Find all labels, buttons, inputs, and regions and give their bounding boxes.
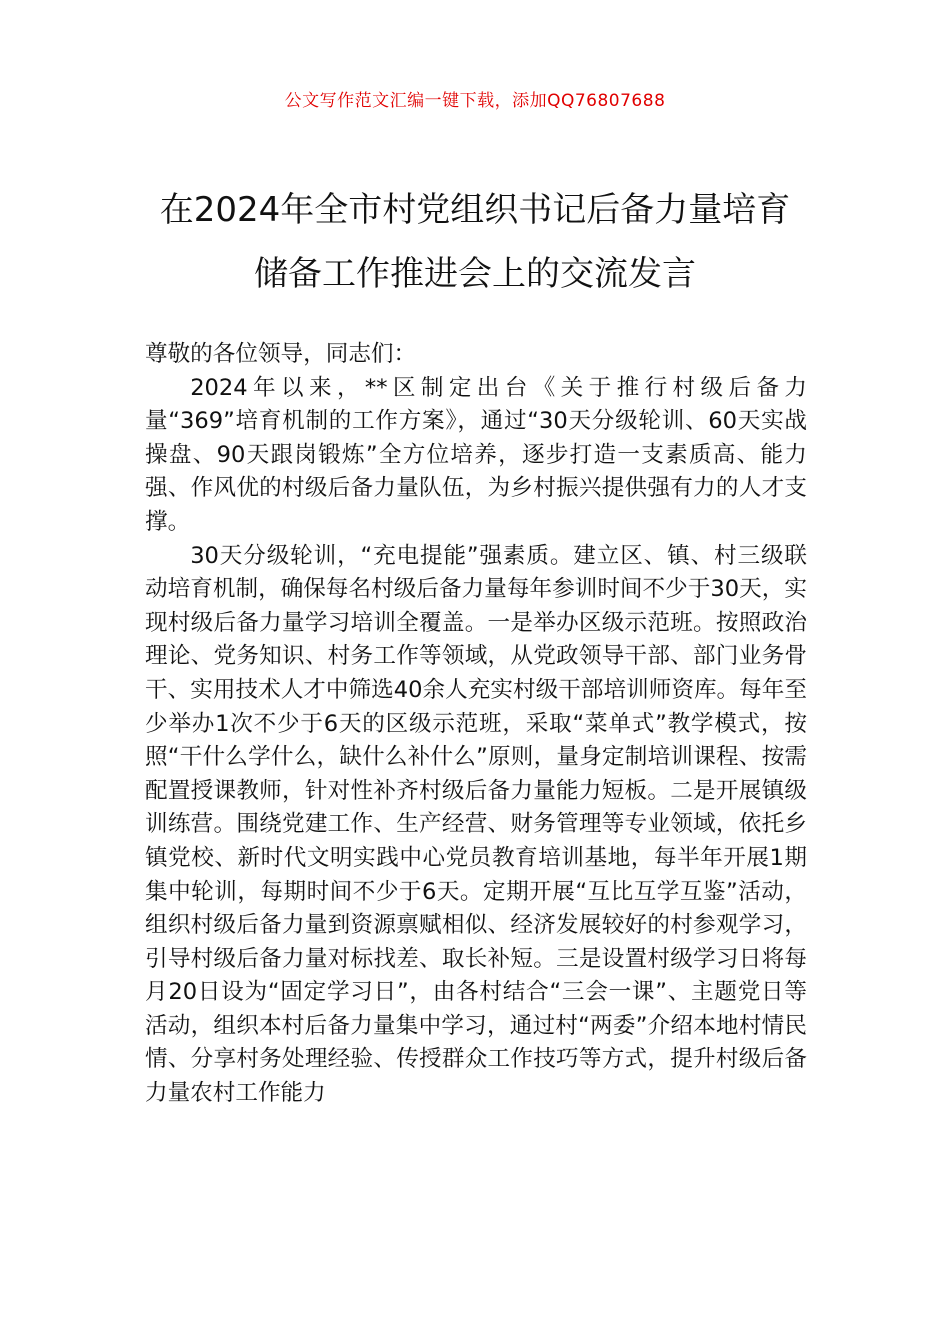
title-line-2: 储备工作推进会上的交流发言 [254,254,696,294]
document-body [145,338,807,1111]
paragraph-intro: 2024年以来，**区制定出台《关于推行村级后备力量“369”培育机制的工作方案》，通过“30天分级轮训、60天实战操盘、90天跟岗锻炼”全方位培养，逐步打造一支素质高、能力强、作风优的村级后备力量队伍，为乡村振兴提供强有力的人才支撑。 [145,374,807,535]
document-title [120,178,830,306]
salutation: 尊敬的各位领导，同志们： [145,341,417,367]
paragraph-training: 30天分级轮训，“充电提能”强素质。建立区、镇、村三级联动培育机制，确保每名村级后备力量每年参训时间不少于30天，实现村级后备力量学习培训全覆盖。一是举办区级示范班。按照政治理论、党务知识、村务工作等领域，从党政领导干部、部门业务骨干、实用技术人才中筛选40余人充实村级干部培训师资库。每年至少举办1次不少于6天的区级示范班，采取“菜单式”教学模式，按照“干什么学什么，缺什么补什么”原则，量身定制培训课程、按需配置授课教师，针对性补齐村级后备力量能力短板。二是开展镇级训练营。围绕党建工作、生产经营、财务管理等专业领域，依托乡镇党校、新时代文明实践中心党员教育培训基地，每半年开展1期集中轮训，每期时间不少于6天。定期开展“互比互学互鉴”活动，组织村级后备力量到资源禀赋相似、经济发展较好的村参观学习，引导村级后备力量对标找差、取长补短。三是设置村级学习日将每月20日设为“固定学习日”，由各村结合“三会一课”、主题党日等活动，组织本村后备力量集中学习，通过村“两委”介绍本地村情民情、分享村务处理经验、传授群众工作技巧等方式，提升村级后备力量农村工作能力 [145,542,807,1107]
title-line-1: 在2024年全市村党组织书记后备力量培育 [159,190,791,230]
download-banner: 公文写作范文汇编一键下载，添加QQ76807688 [284,91,666,111]
